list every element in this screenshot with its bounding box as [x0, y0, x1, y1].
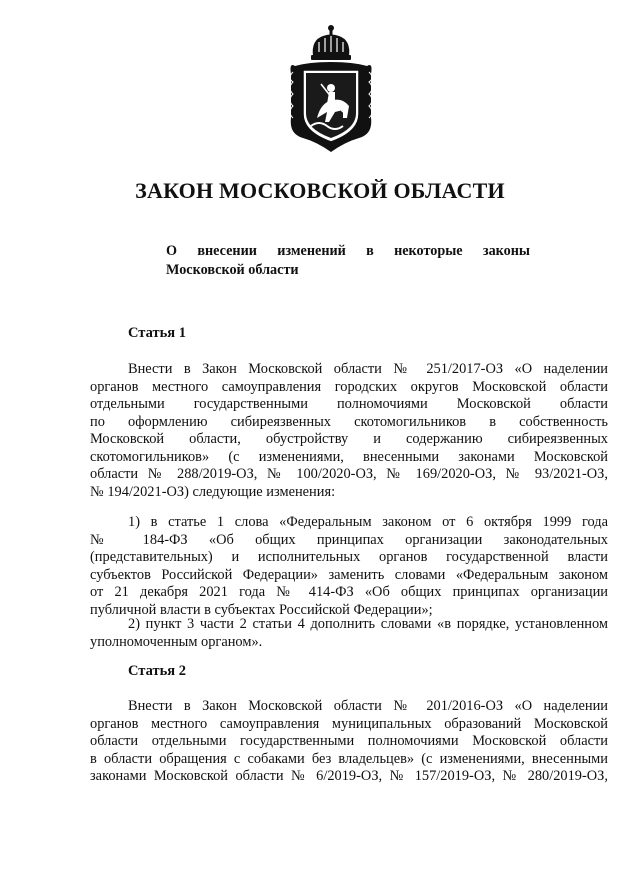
text-line: № 184-ФЗ «Об общих принципах организации законодательных	[90, 531, 608, 548]
text-line: законами Московской области № 6/2019-ОЗ, № 157/2019-ОЗ, № 280/2019-ОЗ,	[90, 768, 608, 784]
article-1-item-2	[90, 616, 608, 651]
text-line: от 21 декабря 2021 года № 414-ФЗ «Об общих принципах организации	[90, 584, 608, 600]
text-line: публичной власти в субъектах Российской Федерации»;	[90, 601, 433, 618]
subject-line: О внесении изменений в некоторые законы	[166, 243, 530, 259]
text-line: в области обращения с собаками без владельцев» (с изменениями, внесенными	[90, 750, 608, 767]
article-1-item-1	[90, 514, 608, 619]
text-line: 1) в статье 1 слова «Федеральным законом от 6 октября 1999 года	[128, 514, 608, 530]
text-line: Московской области, обустройству и содержанию сибиреязвенных	[90, 431, 608, 447]
text-line: по оформлению сибиреязвенных скотомогильников в собственность	[90, 413, 608, 430]
law-subject	[166, 242, 530, 280]
subject-line: Московской области	[166, 262, 299, 278]
text-line: Внести в Закон Московской области № 251/2017-ОЗ «О наделении	[128, 361, 608, 377]
text-line: (представительных) и исполнительных органов государственной власти	[90, 549, 608, 565]
article-2-intro	[90, 698, 608, 786]
text-line: 2) пункт 3 части 2 статьи 4 дополнить словами «в порядке, установленном	[128, 616, 608, 632]
text-line: органов местного самоуправления муниципальных образований Московской	[90, 715, 608, 732]
text-line: органов местного самоуправления городских округов Московской области	[90, 378, 608, 395]
text-line: субъектов Российской Федерации» заменить словами «Федеральным законом	[90, 566, 608, 583]
text-line: № 194/2021-ОЗ) следующие изменения:	[90, 483, 336, 500]
text-line: отдельными государственными полномочиями Московской области	[90, 396, 608, 412]
text-line: уполномоченным органом».	[90, 633, 263, 650]
text-line: Внести в Закон Московской области № 201/2016-ОЗ «О наделении	[128, 698, 608, 714]
article-2-heading: Статья 2	[128, 663, 186, 679]
text-line: скотомогильников» (с изменениями, внесенными законами Московской	[90, 448, 608, 465]
article-1-intro	[90, 361, 608, 501]
article-1-heading: Статья 1	[128, 325, 186, 341]
moscow-oblast-coat-of-arms-emblem	[283, 22, 379, 154]
text-line: области № 288/2019-ОЗ, № 100/2020-ОЗ, № 169/2020-ОЗ, № 93/2021-ОЗ,	[90, 466, 608, 482]
document-title: ЗАКОН МОСКОВСКОЙ ОБЛАСТИ	[135, 178, 505, 203]
text-line: области отдельными государственными полномочиями Московской области	[90, 733, 608, 749]
